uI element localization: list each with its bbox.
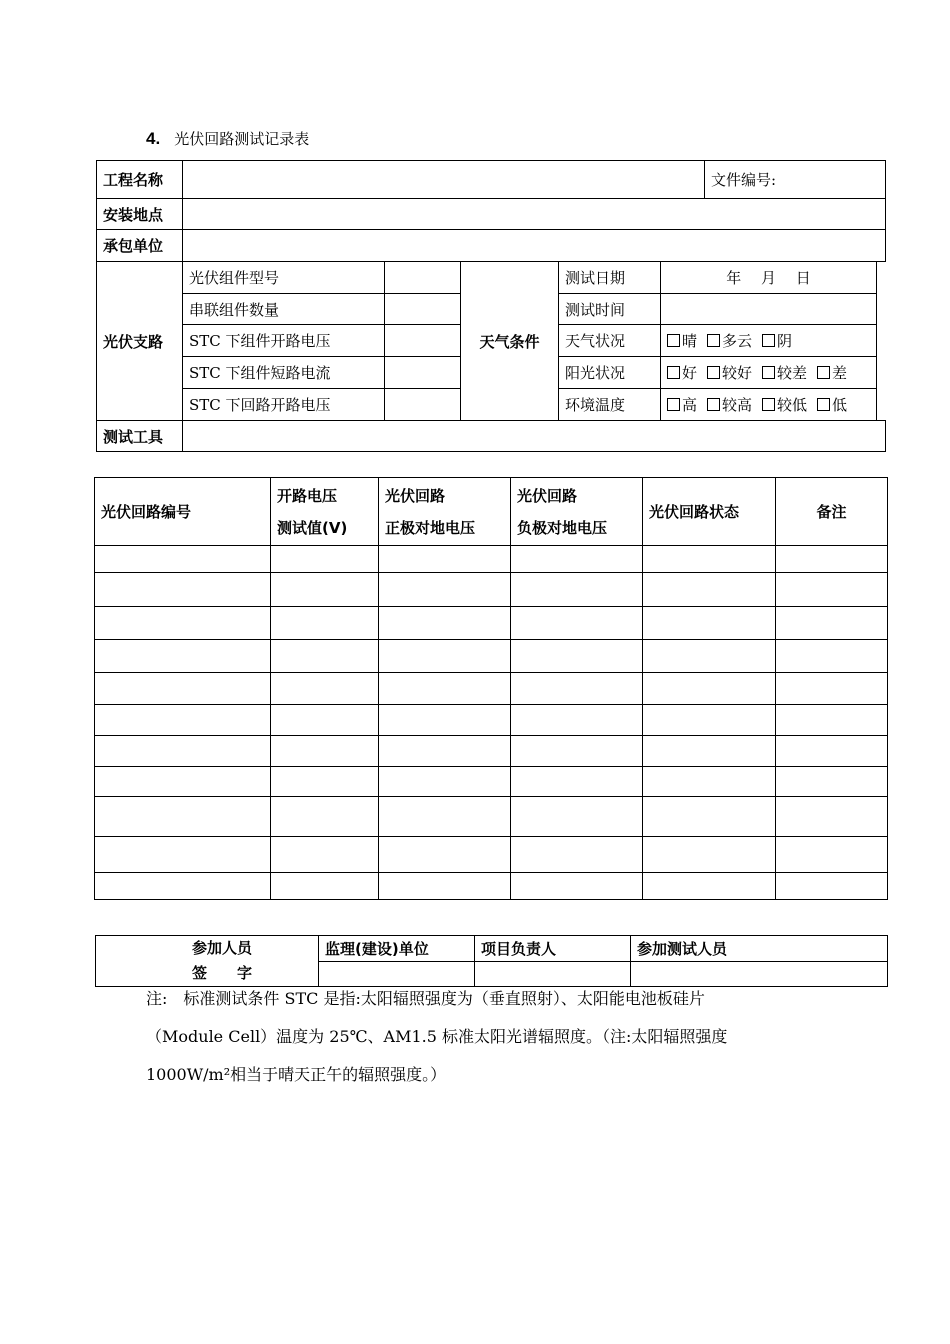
- header-open-circuit-voltage: 开路电压 测试值(V): [271, 478, 379, 546]
- pv-row-value[interactable]: [385, 325, 461, 357]
- table-cell[interactable]: [511, 546, 643, 573]
- table-cell[interactable]: [271, 546, 379, 573]
- table-cell[interactable]: [95, 705, 271, 736]
- project-lead-label: 项目负责人: [475, 936, 631, 962]
- header-negative-to-ground: 光伏回路 负极对地电压: [511, 478, 643, 546]
- table-cell[interactable]: [271, 640, 379, 673]
- date-placeholder: 年 月 日: [726, 269, 811, 287]
- table-cell[interactable]: [776, 705, 888, 736]
- table-cell[interactable]: [271, 607, 379, 640]
- table-cell[interactable]: [643, 546, 776, 573]
- right-gap: [877, 262, 886, 421]
- pv-row-label: 光伏组件型号: [183, 262, 385, 294]
- table-cell[interactable]: [776, 640, 888, 673]
- header-loop-status: 光伏回路状态: [643, 478, 776, 546]
- table-row: [95, 797, 888, 837]
- project-name-label: 工程名称: [97, 161, 183, 199]
- weather-option[interactable]: 晴: [667, 332, 697, 350]
- section-heading: [146, 128, 309, 149]
- table-cell[interactable]: [95, 640, 271, 673]
- location-label: 安装地点: [97, 199, 183, 230]
- table-cell[interactable]: [379, 736, 511, 767]
- table-cell[interactable]: [511, 767, 643, 797]
- test-time-label: 测试时间: [559, 294, 661, 325]
- sunlight-option[interactable]: 好: [667, 364, 697, 382]
- table-cell[interactable]: [271, 837, 379, 873]
- table-row: [95, 736, 888, 767]
- sunlight-option[interactable]: 较好: [707, 364, 752, 382]
- table-cell[interactable]: [643, 607, 776, 640]
- table-cell[interactable]: [511, 573, 643, 607]
- table-cell[interactable]: [776, 873, 888, 900]
- table-row: [95, 873, 888, 900]
- project-name-field[interactable]: [183, 161, 705, 199]
- table-cell[interactable]: [511, 873, 643, 900]
- table-cell[interactable]: [379, 873, 511, 900]
- table-cell[interactable]: [95, 797, 271, 837]
- table-cell[interactable]: [271, 797, 379, 837]
- table-cell[interactable]: [643, 767, 776, 797]
- temp-options: [661, 389, 877, 421]
- checkbox-icon[interactable]: [707, 366, 720, 379]
- table-cell[interactable]: [776, 736, 888, 767]
- contractor-label: 承包单位: [97, 230, 183, 262]
- temp-option[interactable]: 高: [667, 396, 697, 414]
- table-row: [95, 546, 888, 573]
- doc-no-label: 文件编号:: [711, 171, 777, 189]
- pv-row-label: STC 下组件短路电流: [183, 357, 385, 389]
- temp-option[interactable]: 较高: [707, 396, 752, 414]
- table-cell[interactable]: [379, 705, 511, 736]
- weather-option[interactable]: 多云: [707, 332, 752, 350]
- contractor-field[interactable]: [183, 230, 886, 262]
- pv-row-label: 串联组件数量: [183, 294, 385, 325]
- header-loop-no: 光伏回路编号: [95, 478, 271, 546]
- table-cell[interactable]: [379, 573, 511, 607]
- table-cell[interactable]: [643, 573, 776, 607]
- note-line-1: 注: 标准测试条件 STC 是指:太阳辐照强度为（垂直照射）、太阳能电池板硅片: [146, 989, 705, 1008]
- table-row: [95, 837, 888, 873]
- table-cell[interactable]: [271, 705, 379, 736]
- test-date-label: 测试日期: [559, 262, 661, 294]
- sunlight-option[interactable]: 差: [817, 364, 847, 382]
- header-positive-to-ground: 光伏回路 正极对地电压: [379, 478, 511, 546]
- table-cell[interactable]: [643, 837, 776, 873]
- test-tool-field[interactable]: [183, 421, 886, 452]
- checkbox-icon[interactable]: [667, 366, 680, 379]
- checkbox-icon[interactable]: [817, 398, 830, 411]
- checkbox-icon[interactable]: [762, 366, 775, 379]
- table-cell[interactable]: [379, 546, 511, 573]
- supervision-label: 监理(建设)单位: [319, 936, 475, 962]
- project-info-table: [96, 160, 886, 452]
- pv-row-value[interactable]: [385, 262, 461, 294]
- table-cell[interactable]: [511, 837, 643, 873]
- table-cell[interactable]: [379, 767, 511, 797]
- table-cell[interactable]: [95, 873, 271, 900]
- pv-row-value[interactable]: [385, 357, 461, 389]
- table-cell[interactable]: [511, 797, 643, 837]
- temp-option[interactable]: 低: [817, 396, 847, 414]
- doc-no-field[interactable]: [705, 161, 886, 199]
- table-cell[interactable]: [95, 546, 271, 573]
- weather-condition-label: 天气条件: [461, 262, 559, 421]
- table-row: [95, 705, 888, 736]
- table-row: [95, 607, 888, 640]
- sunlight-options: [661, 357, 877, 389]
- table-cell[interactable]: [511, 705, 643, 736]
- table-cell[interactable]: [776, 573, 888, 607]
- table-cell[interactable]: [776, 607, 888, 640]
- table-cell[interactable]: [379, 837, 511, 873]
- note-line-2: （Module Cell）温度为 25℃、AM1.5 标准太阳光谱辐照度。（注:太阳辐照强度: [146, 1027, 728, 1046]
- participants-sign-label: 参加人员 签 字: [96, 936, 319, 987]
- test-time-field[interactable]: [661, 294, 877, 325]
- location-field[interactable]: [183, 199, 886, 230]
- table-cell[interactable]: [776, 837, 888, 873]
- checkbox-icon[interactable]: [762, 398, 775, 411]
- pv-branch-label: 光伏支路: [97, 262, 183, 421]
- table-cell[interactable]: [271, 736, 379, 767]
- table-row: [95, 573, 888, 607]
- table-cell[interactable]: [511, 673, 643, 705]
- table-cell[interactable]: [95, 673, 271, 705]
- table-cell[interactable]: [95, 573, 271, 607]
- table-cell[interactable]: [379, 797, 511, 837]
- table-cell[interactable]: [379, 673, 511, 705]
- sunlight-label: 阳光状况: [559, 357, 661, 389]
- testers-label: 参加测试人员: [631, 936, 888, 962]
- table-cell[interactable]: [95, 736, 271, 767]
- checkbox-icon[interactable]: [667, 334, 680, 347]
- table-row: [95, 767, 888, 797]
- table-cell[interactable]: [95, 837, 271, 873]
- table-cell[interactable]: [643, 873, 776, 900]
- checkbox-icon[interactable]: [817, 366, 830, 379]
- ambient-temp-label: 环境温度: [559, 389, 661, 421]
- weather-options: [661, 325, 877, 357]
- table-row: [95, 673, 888, 705]
- table-cell[interactable]: [643, 705, 776, 736]
- pv-row-label: STC 下组件开路电压: [183, 325, 385, 357]
- table-cell[interactable]: [776, 767, 888, 797]
- table-cell[interactable]: [379, 640, 511, 673]
- sunlight-option[interactable]: 较差: [762, 364, 807, 382]
- checkbox-icon[interactable]: [707, 398, 720, 411]
- section-number: 4.: [146, 129, 161, 148]
- test-date-field[interactable]: [661, 262, 877, 294]
- table-cell[interactable]: [271, 573, 379, 607]
- table-cell[interactable]: [271, 873, 379, 900]
- table-cell[interactable]: [643, 797, 776, 837]
- table-cell[interactable]: [643, 640, 776, 673]
- loop-test-table: [94, 477, 888, 900]
- table-cell[interactable]: [95, 767, 271, 797]
- section-title: 光伏回路测试记录表: [174, 130, 310, 148]
- header-remark: 备注: [776, 478, 888, 546]
- table-cell[interactable]: [643, 673, 776, 705]
- checkbox-icon[interactable]: [762, 334, 775, 347]
- test-tool-label: 测试工具: [97, 421, 183, 452]
- checkbox-icon[interactable]: [667, 398, 680, 411]
- table-cell[interactable]: [271, 767, 379, 797]
- pv-row-value[interactable]: [385, 389, 461, 421]
- table-cell[interactable]: [776, 546, 888, 573]
- weather-option[interactable]: 阴: [762, 332, 792, 350]
- table-cell[interactable]: [776, 797, 888, 837]
- table-cell[interactable]: [271, 673, 379, 705]
- table-cell[interactable]: [511, 736, 643, 767]
- table-cell[interactable]: [776, 673, 888, 705]
- table-row: [95, 640, 888, 673]
- pv-row-label: STC 下回路开路电压: [183, 389, 385, 421]
- temp-option[interactable]: 较低: [762, 396, 807, 414]
- table-cell[interactable]: [511, 607, 643, 640]
- weather-status-label: 天气状况: [559, 325, 661, 357]
- pv-row-value[interactable]: [385, 294, 461, 325]
- table-cell[interactable]: [643, 736, 776, 767]
- checkbox-icon[interactable]: [707, 334, 720, 347]
- table-cell[interactable]: [95, 607, 271, 640]
- note-line-3: 1000W/m²相当于晴天正午的辐照强度。）: [146, 1065, 447, 1084]
- table-cell[interactable]: [379, 607, 511, 640]
- table-cell[interactable]: [511, 640, 643, 673]
